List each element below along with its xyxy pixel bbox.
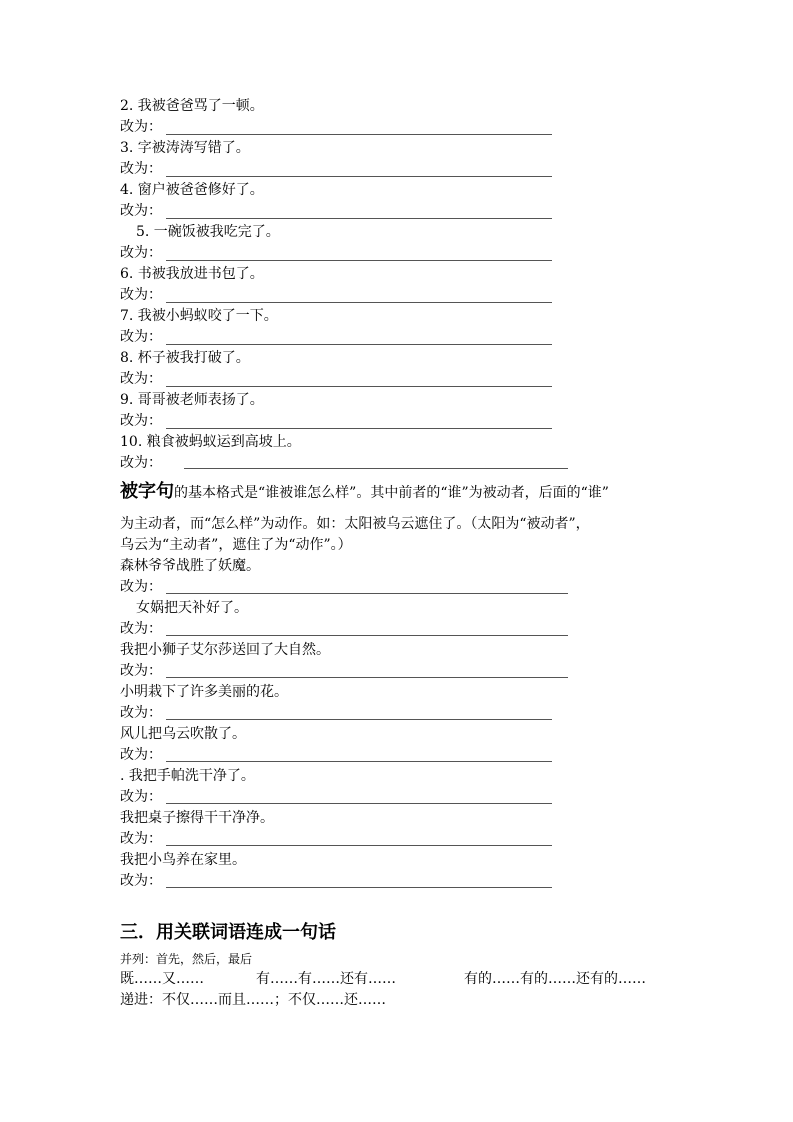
exercise-item: 女娲把天补好了。 [136,600,248,616]
answer-label: 改为： [120,329,162,345]
answer-label: 改为： [120,831,162,847]
rule-explanation-line3: 乌云为“主动者”，遮住了为“动作”。） [120,537,352,553]
rule-text: 的基本格式是“谁被谁怎么样”。其中前者的“谁”为被动者，后面的“谁” [174,485,609,501]
exercise-item: 森林爷爷战胜了妖魔。 [120,558,260,574]
exercise-item: 小明栽下了许多美丽的花。 [120,684,288,700]
answer-label: 改为： [120,119,162,135]
answer-label: 改为： [120,371,162,387]
rule-keyword: 被字句 [120,481,174,502]
answer-label: 改为： [120,203,162,219]
connective-pair: 有……有……还有…… [256,971,396,987]
answer-line[interactable] [166,386,552,387]
answer-line[interactable] [166,845,552,846]
answer-label: 改为： [120,245,162,261]
parallel-label: 并列：首先，然后，最后 [120,952,253,966]
answer-label: 改为： [120,287,162,303]
answer-line[interactable] [166,302,552,303]
exercise-item: 10. 粮食被蚂蚁运到高坡上。 [120,434,301,450]
exercise-item: 我把桌子擦得干干净净。 [120,810,274,826]
section-title: 三．用关联词语连成一句话 [120,922,336,943]
answer-label: 改为： [120,705,162,721]
rule-explanation-line1 [120,483,609,502]
answer-line[interactable] [166,593,568,594]
answer-label: 改为： [120,579,162,595]
answer-label: 改为： [120,455,162,471]
answer-line[interactable] [166,344,552,345]
exercise-item: 我把小鸟养在家里。 [120,852,246,868]
connective-pair: 既……又…… [120,971,204,987]
connective-pair: 有的……有的……还有的…… [464,971,646,987]
answer-label: 改为： [120,663,162,679]
exercise-item: 7. 我被小蚂蚁咬了一下。 [120,308,278,324]
answer-line[interactable] [166,260,552,261]
answer-line[interactable] [166,218,552,219]
answer-label: 改为： [120,621,162,637]
exercise-item: 2. 我被爸爸骂了一顿。 [120,98,264,114]
exercise-item: 3. 字被涛涛写错了。 [120,140,250,156]
answer-label: 改为： [120,873,162,889]
progressive-label: 递进：不仅……而且……；不仅……还…… [120,992,386,1008]
answer-line[interactable] [166,719,552,720]
exercise-item: . 我把手帕洗干净了。 [120,768,255,784]
answer-label: 改为： [120,789,162,805]
rule-explanation-line2: 为主动者，而“怎么样”为动作。如：太阳被乌云遮住了。（太阳为“被动者”， [120,516,590,532]
answer-line[interactable] [166,803,552,804]
answer-line[interactable] [166,635,568,636]
answer-line[interactable] [166,134,552,135]
answer-label: 改为： [120,413,162,429]
exercise-item: 5. 一碗饭被我吃完了。 [136,224,280,240]
exercise-item: 8. 杯子被我打破了。 [120,350,250,366]
answer-label: 改为： [120,747,162,763]
answer-line[interactable] [166,176,552,177]
answer-line[interactable] [166,887,552,888]
answer-line[interactable] [184,468,568,469]
exercise-item: 6. 书被我放进书包了。 [120,266,264,282]
answer-line[interactable] [166,761,552,762]
answer-label: 改为： [120,161,162,177]
exercise-item: 9. 哥哥被老师表扬了。 [120,392,264,408]
answer-line[interactable] [166,677,568,678]
exercise-item: 风儿把乌云吹散了。 [120,726,246,742]
exercise-item: 4. 窗户被爸爸修好了。 [120,182,264,198]
exercise-item: 我把小狮子艾尔莎送回了大自然。 [120,642,330,658]
answer-line[interactable] [166,428,552,429]
